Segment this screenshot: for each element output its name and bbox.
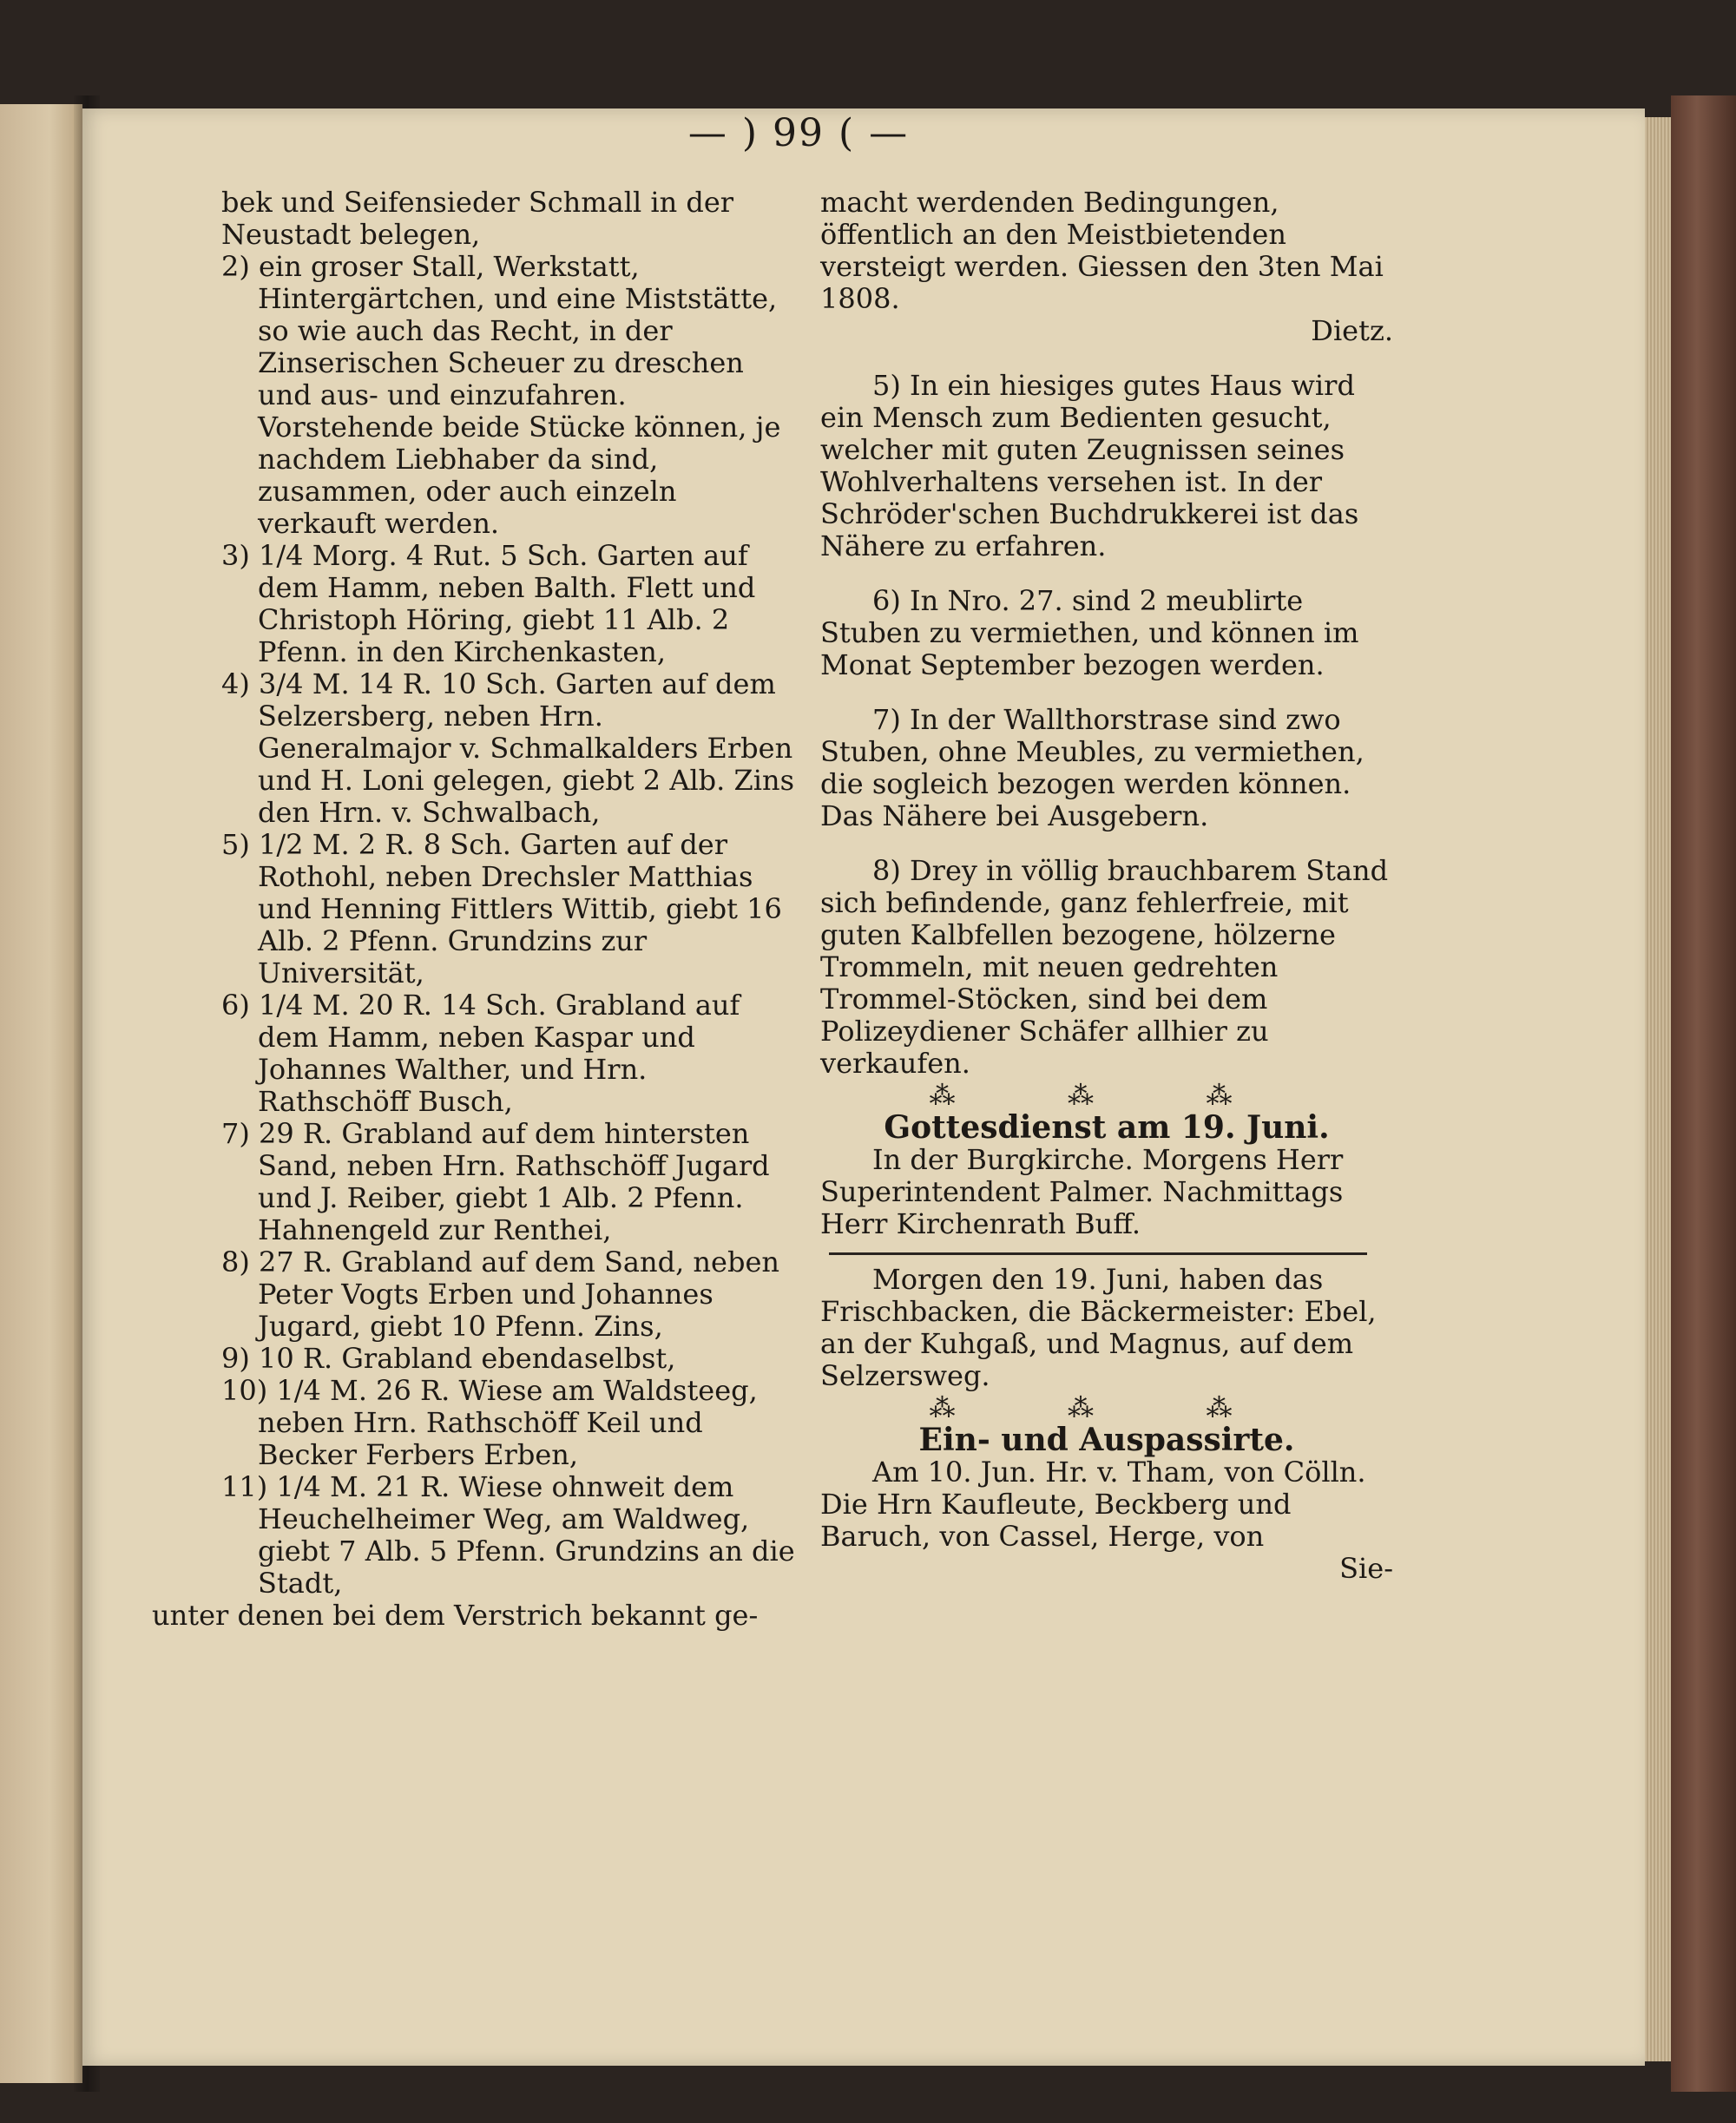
travellers-text: Am 10. Jun. Hr. v. Tham, von Cölln. Die Hrn Kaufleute, Beckberg und Baruch, von Cassel, Herge, von	[820, 1456, 1366, 1553]
notice-8: 8) Drey in völlig brauchbarem Stand sich befindende, ganz fehlerfreie, mit guten Kalbfellen bezogene, hölzerne Trommeln, mit neuen gedrehten Trommel-Stöcken, sind bei dem Polizeydiener Schäfer allhier zu verkaufen.	[820, 854, 1389, 1080]
list-item: 8) 27 R. Grabland auf dem Sand, neben Peter Vogts Erben und Johannes Jugard, giebt 10 Pfenn. Zins,	[221, 1246, 779, 1343]
page-number: — ) 99 ( —	[687, 111, 910, 155]
list-item: 3) 1/4 Morg. 4 Rut. 5 Sch. Garten auf dem Hamm, neben Balth. Flett und Christoph Höring, giebt 11 Alb. 2 Pfenn. in den Kirchenkasten,	[221, 539, 756, 668]
asterism-divider: ⁂ ⁂ ⁂	[929, 1393, 1285, 1423]
horizontal-rule	[829, 1252, 1367, 1255]
book-cover-edge	[1671, 95, 1736, 2092]
right-column	[820, 187, 1393, 1585]
left-intro: bek und Seifensieder Schmall in der Neustadt belegen,	[221, 186, 734, 251]
catchword: Sie-	[1339, 1552, 1393, 1585]
auction-continuation: macht werdenden Bedingungen, öffentlich an den Meistbietenden versteigt werden. Giessen den 3ten Mai 1808.	[820, 186, 1384, 315]
left-column	[152, 186, 799, 1632]
list-item: 5) 1/2 M. 2 R. 8 Sch. Garten auf der Rothohl, neben Drechsler Matthias und Henning Fittlers Wittib, giebt 16 Alb. 2 Pfenn. Grundzins zur Universität,	[221, 828, 782, 989]
list-item: 7) 29 R. Grabland auf dem hintersten Sand, neben Hrn. Rathschöff Jugard und J. Reiber, giebt 1 Alb. 2 Pfenn. Hahnengeld zur Renthei,	[221, 1117, 770, 1246]
left-closing-line: unter denen bei dem Verstrich bekannt ge-	[152, 1599, 759, 1632]
list-item: 10) 1/4 M. 26 R. Wiese am Waldsteeg, neben Hrn. Rathschöff Keil und Becker Ferbers Erben,	[221, 1374, 758, 1471]
service-heading: Gottesdienst am 19. Juni.	[884, 1109, 1330, 1146]
list-item: 4) 3/4 M. 14 R. 10 Sch. Garten auf dem Selzersberg, neben Hrn. Generalmajor v. Schmalkalders Erben und H. Loni gelegen, giebt 2 Alb. Zins den Hrn. v. Schwalbach,	[221, 667, 794, 829]
list-item: Vorstehende beide Stücke können, je nachdem Liebhaber da sind, zusammen, oder auch einzeln verkauft werden.	[258, 411, 781, 540]
asterism-divider: ⁂ ⁂ ⁂	[929, 1081, 1285, 1111]
list-item: 6) 1/4 M. 20 R. 14 Sch. Grabland auf dem Hamm, neben Kaspar und Johannes Walther, und Hrn. Rathschöff Busch,	[221, 989, 740, 1118]
list-item: 2) ein groser Stall, Werkstatt, Hintergärtchen, und eine Miststätte, so wie auch das Recht, in der Zinserischen Scheuer zu dreschen und aus- und einzufahren.	[221, 250, 778, 411]
facing-page-edge	[0, 104, 82, 2083]
list-item: 9) 10 R. Grabland ebendaselbst,	[221, 1342, 676, 1375]
list-item: 11) 1/4 M. 21 R. Wiese ohnweit dem Heuchelheimer Weg, am Waldweg, giebt 7 Alb. 5 Pfenn. Grundzins an die Stadt,	[221, 1470, 795, 1600]
notice-5: 5) In ein hiesiges gutes Haus wird ein Mensch zum Bedienten gesucht, welcher mit guten Zeugnissen seines Wohlverhaltens versehen ist. In der Schröder'schen Buchdrukkerei ist das Nähere zu erfahren.	[820, 369, 1359, 562]
notice-7: 7) In der Wallthorstrase sind zwo Stuben, ohne Meubles, zu vermiethen, die sogleich bezogen werden können. Das Nähere bei Ausgebern.	[820, 703, 1364, 832]
bakers-text: Morgen den 19. Juni, haben das Frischbacken, die Bäckermeister: Ebel, an der Kuhgaß, und Magnus, auf dem Selzersweg.	[820, 1263, 1377, 1392]
travellers-heading: Ein- und Auspassirte.	[918, 1422, 1295, 1458]
signature: Dietz.	[1311, 314, 1393, 347]
service-text: In der Burgkirche. Morgens Herr Superintendent Palmer. Nachmittags Herr Kirchenrath Buff.	[820, 1143, 1344, 1240]
notice-6: 6) In Nro. 27. sind 2 meublirte Stuben zu vermiethen, und können im Monat September bezogen werden.	[820, 584, 1359, 681]
